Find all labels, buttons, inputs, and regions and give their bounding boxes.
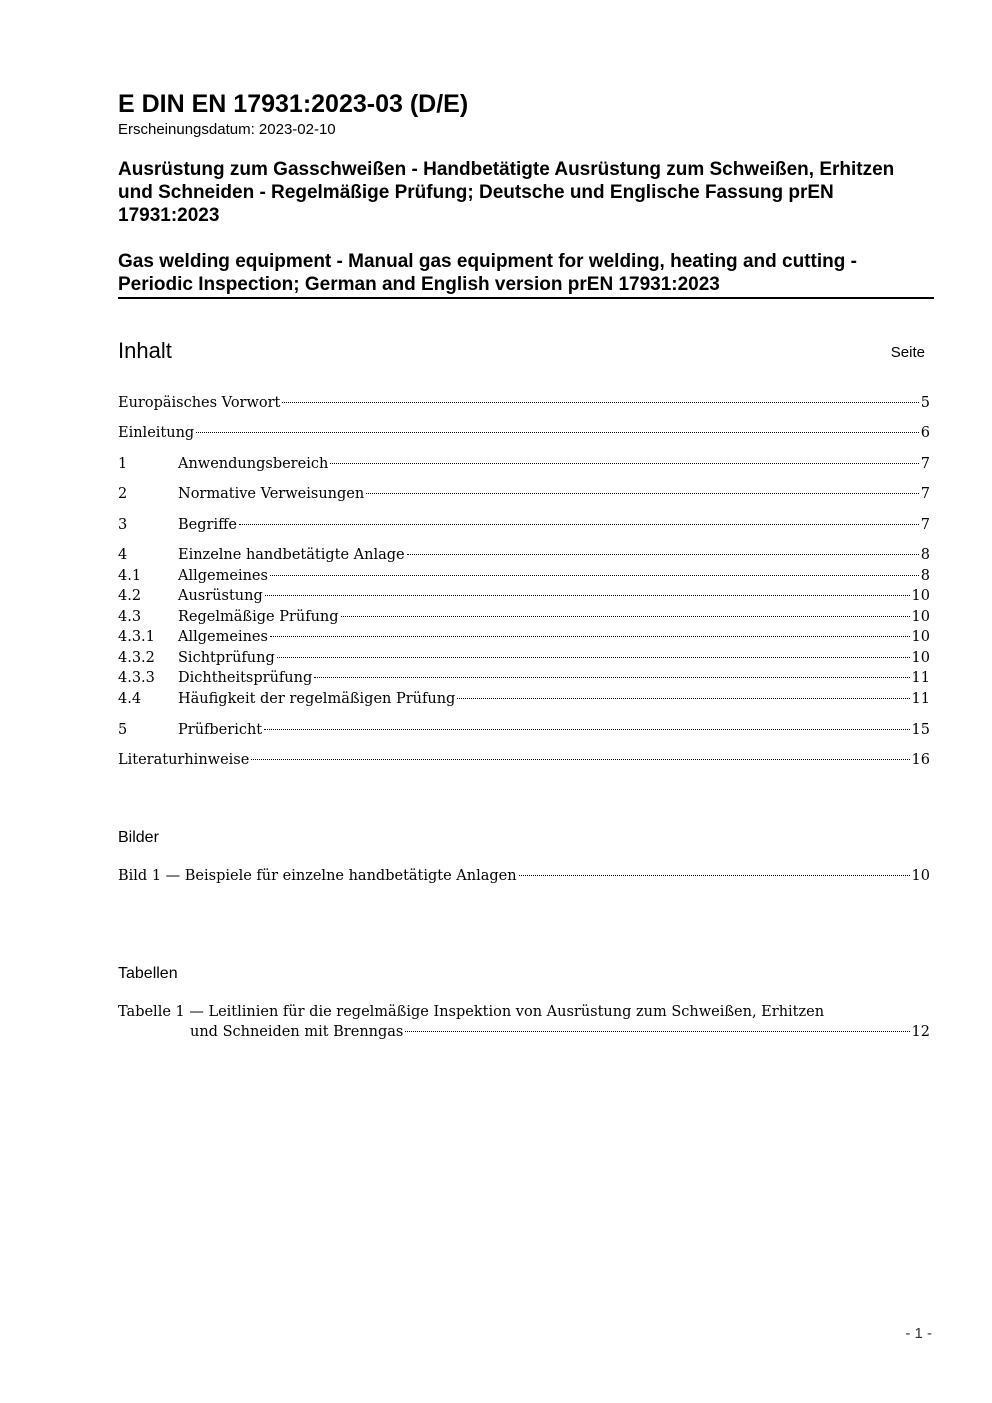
- dot-leader: [330, 463, 918, 464]
- toc-entry-title: Einzelne handbetätigte Anlage: [178, 547, 405, 563]
- dot-leader: [264, 729, 909, 730]
- toc-entry-5[interactable]: [118, 722, 930, 742]
- toc-entry-4-2[interactable]: [118, 588, 930, 608]
- toc-entry-number: 2: [118, 486, 128, 502]
- dot-leader: [314, 677, 909, 678]
- toc-entry-title: Begriffe: [178, 517, 237, 533]
- toc-entry-page: 7: [920, 517, 930, 533]
- toc-entry-number: 1: [118, 456, 128, 472]
- toc-entry-number: 4.3.1: [118, 629, 155, 645]
- toc-entry-page: 7: [920, 456, 930, 472]
- toc-entry-page: 16: [911, 752, 930, 768]
- toc-entry-number: 4.3.2: [118, 650, 155, 666]
- toc-heading: Inhalt: [118, 338, 172, 363]
- toc-entry-number: 5: [118, 722, 128, 738]
- toc-entry-foreword[interactable]: [118, 395, 930, 415]
- dot-leader: [341, 616, 910, 617]
- table-entry-title-line1: Tabelle 1 — Leitlinien für die regelmäßige Inspektion von Ausrüstung zum Schweißen, Erhitzen: [118, 1004, 825, 1020]
- toc-entry-title: Ausrüstung: [178, 588, 263, 604]
- table-entry-title-line2: und Schneiden mit Brenngas: [190, 1024, 404, 1040]
- page-number: - 1 -: [905, 1325, 932, 1342]
- figure-entry-title: Bild 1 — Beispiele für einzelne handbetätigte Anlagen: [118, 868, 517, 884]
- toc-entry-4-3-1[interactable]: [118, 629, 930, 649]
- toc-entry-title: Sichtprüfung: [178, 650, 275, 666]
- toc-entry-page: 11: [911, 670, 930, 686]
- toc-entry-number: 4: [118, 547, 128, 563]
- figure-entry-1[interactable]: [118, 868, 930, 888]
- toc-entry-page: 15: [911, 722, 930, 738]
- dot-leader: [270, 636, 910, 637]
- toc-entry-introduction[interactable]: [118, 425, 930, 445]
- dot-leader: [405, 1031, 909, 1032]
- toc-entry-2[interactable]: [118, 486, 930, 506]
- dot-leader: [270, 575, 919, 576]
- dot-leader: [265, 595, 910, 596]
- toc-entry-title: Regelmäßige Prüfung: [178, 609, 339, 625]
- toc-entry-4-3-2[interactable]: [118, 650, 930, 670]
- tables-heading: Tabellen: [118, 965, 178, 982]
- toc-entry-title: Prüfbericht: [178, 722, 263, 738]
- toc-entry-number: 4.4: [118, 691, 142, 707]
- dot-leader: [519, 875, 910, 876]
- toc-entry-title: Häufigkeit der regelmäßigen Prüfung: [178, 691, 456, 707]
- document-title-english: Gas welding equipment - Manual gas equipment for welding, heating and cutting - Periodic Inspection; German and English version prEN 17931:2023: [118, 251, 857, 295]
- toc-entry-page: 8: [920, 568, 930, 584]
- figure-entry-page: 10: [911, 868, 930, 884]
- title-divider: [118, 297, 934, 299]
- toc-entry-4-1[interactable]: [118, 568, 930, 588]
- toc-entry-number: 4.2: [118, 588, 142, 604]
- toc-entry-page: 7: [920, 486, 930, 502]
- toc-entry-title: Allgemeines: [178, 568, 268, 584]
- toc-entry-page: 11: [911, 691, 930, 707]
- figures-heading: Bilder: [118, 829, 159, 846]
- dot-leader: [239, 524, 919, 525]
- toc-entry-4-3[interactable]: [118, 609, 930, 629]
- dot-leader: [366, 493, 919, 494]
- toc-entry-number: 4.3: [118, 609, 142, 625]
- toc-entry-number: 4.3.3: [118, 670, 155, 686]
- toc-entry-title: Normative Verweisungen: [178, 486, 365, 502]
- toc-entry-page: 10: [911, 609, 930, 625]
- dot-leader: [251, 759, 909, 760]
- toc-entry-number: 4.1: [118, 568, 142, 584]
- toc-entry-4-4[interactable]: [118, 691, 930, 711]
- dot-leader: [277, 657, 910, 658]
- toc-entry-title: Europäisches Vorwort: [118, 395, 281, 411]
- toc-entry-page: 10: [911, 629, 930, 645]
- toc-entry-page: 10: [911, 588, 930, 604]
- table-entry-page: 12: [911, 1024, 930, 1040]
- dot-leader: [457, 698, 909, 699]
- toc-entry-title: Literaturhinweise: [118, 752, 250, 768]
- dot-leader: [196, 432, 919, 433]
- table-entry-1[interactable]: [118, 1004, 930, 1044]
- toc-entry-title: Dichtheitsprüfung: [178, 670, 313, 686]
- publication-date: Erscheinungsdatum: 2023-02-10: [118, 121, 336, 138]
- toc-entry-4[interactable]: [118, 547, 930, 567]
- toc-entry-page: 10: [911, 650, 930, 666]
- toc-entry-bibliography[interactable]: [118, 752, 930, 772]
- dot-leader: [282, 402, 918, 403]
- toc-entry-page: 6: [920, 425, 930, 441]
- toc-entry-title: Anwendungsbereich: [178, 456, 329, 472]
- toc-entry-number: 3: [118, 517, 128, 533]
- toc-entry-title: Einleitung: [118, 425, 195, 441]
- toc-entry-1[interactable]: [118, 456, 930, 476]
- document-title-german: Ausrüstung zum Gasschweißen - Handbetätigte Ausrüstung zum Schweißen, Erhitzen und Schneiden - Regelmäßige Prüfung; Deutsche und Englische Fassung prEN 17931:2023: [118, 159, 895, 226]
- dot-leader: [407, 554, 919, 555]
- toc-entry-page: 8: [920, 547, 930, 563]
- toc-entry-page: 5: [920, 395, 930, 411]
- toc-entry-3[interactable]: [118, 517, 930, 537]
- toc-entry-4-3-3[interactable]: [118, 670, 930, 690]
- toc-entry-title: Allgemeines: [178, 629, 268, 645]
- document-id: E DIN EN 17931:2023-03 (D/E): [118, 90, 469, 118]
- toc-page-column-label: Seite: [890, 344, 925, 361]
